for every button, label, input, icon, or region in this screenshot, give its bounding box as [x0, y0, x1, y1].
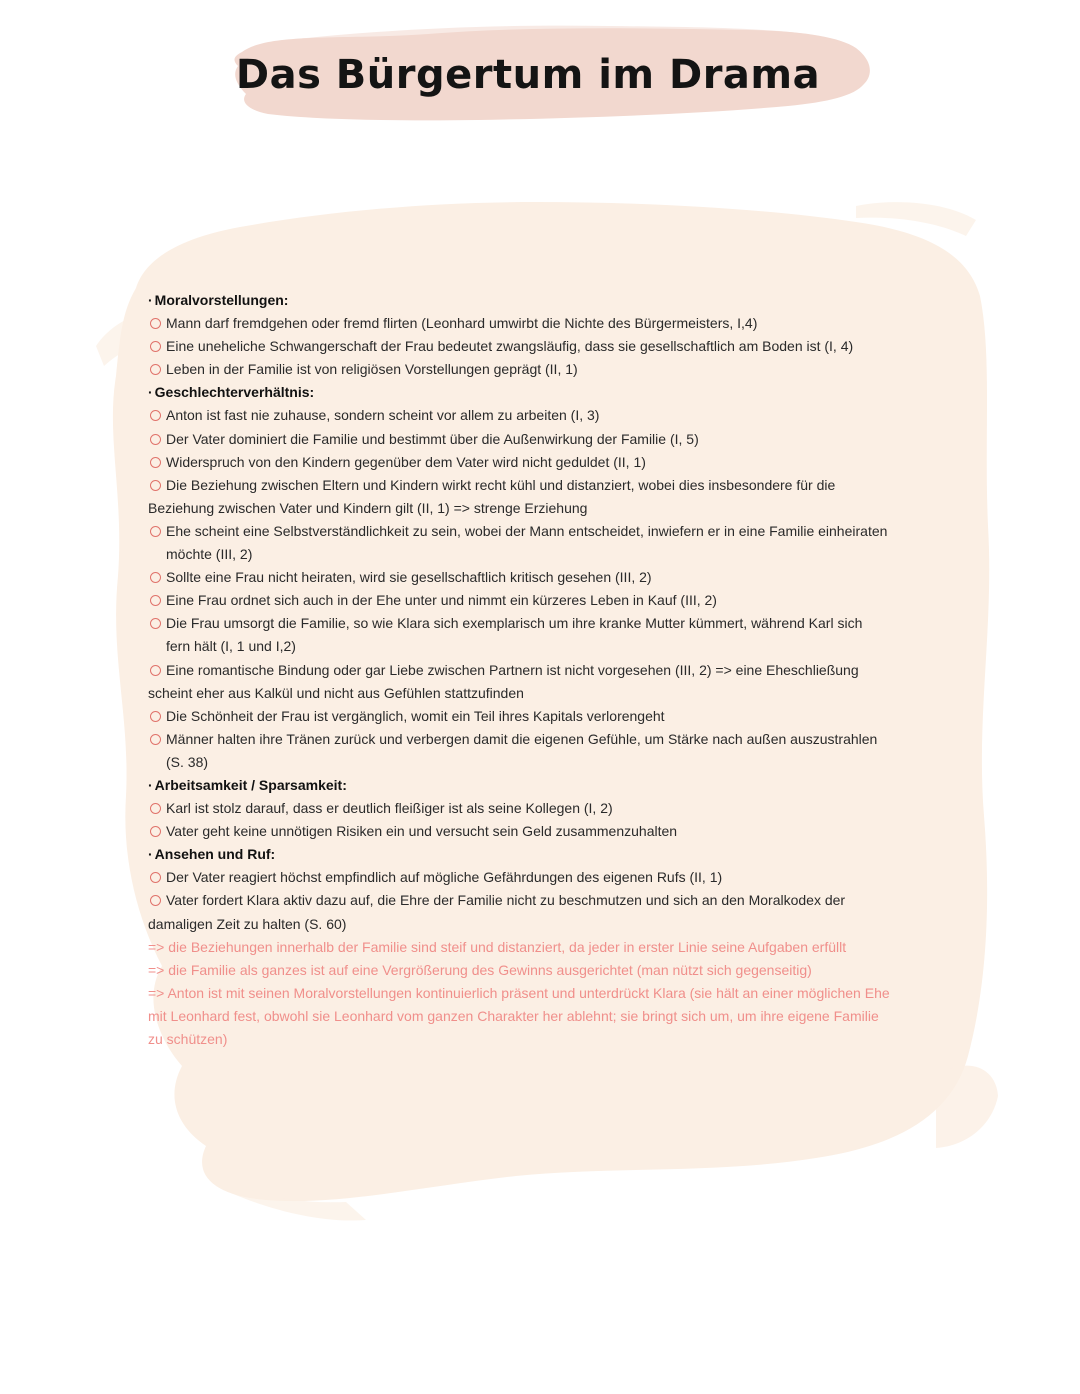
list-item: Die Beziehung zwischen Eltern und Kindern wirkt recht kühl und distanziert, wobei dies insbesondere für die Beziehung zwischen Vater und Kindern gilt (II, 1) => strenge Erziehung	[148, 476, 836, 516]
section-heading: · Moralvorstellungen:	[148, 292, 289, 308]
list-item: Die Schönheit der Frau ist vergänglich, womit ein Teil ihres Kapitals verlorengeht	[148, 705, 890, 728]
circle-bullet-icon	[150, 803, 161, 814]
circle-bullet-icon	[150, 572, 161, 583]
circle-bullet-icon	[150, 711, 161, 722]
section-heading: · Arbeitsamkeit / Sparsamkeit:	[148, 776, 347, 793]
circle-bullet-icon	[150, 665, 161, 676]
circle-bullet-icon	[150, 341, 161, 352]
list-item: Sollte eine Frau nicht heiraten, wird sie gesellschaftlich kritisch gesehen (III, 2)	[148, 566, 890, 589]
list-item: Vater fordert Klara aktiv dazu auf, die Ehre der Familie nicht zu beschmutzen und sich an den Moralkodex der damaligen Zeit zu halten (S. 60)	[148, 892, 846, 932]
list-item: Mann darf fremdgehen oder fremd flirten (Leonhard umwirbt die Nichte des Bürgermeisters, I,4)	[148, 312, 890, 335]
notes-content	[148, 289, 890, 1051]
circle-bullet-icon	[150, 872, 161, 883]
list-item: Eine Frau ordnet sich auch in der Ehe unter und nimmt ein kürzeres Leben in Kauf (III, 2)	[148, 589, 890, 612]
list-item: Leben in der Familie ist von religiösen Vorstellungen geprägt (II, 1)	[148, 358, 890, 381]
list-item: Die Frau umsorgt die Familie, so wie Klara sich exemplarisch um ihre kranke Mutter kümmert, während Karl sich fern hält (I, 1 und I,2)	[148, 612, 890, 658]
conclusion-line: => die Beziehungen innerhalb der Familie sind steif und distanziert, da jeder in erster Linie seine Aufgaben erfüllt	[148, 938, 847, 955]
list-item: Der Vater dominiert die Familie und bestimmt über die Außenwirkung der Familie (I, 5)	[148, 428, 890, 451]
circle-bullet-icon	[150, 618, 161, 629]
circle-bullet-icon	[150, 826, 161, 837]
circle-bullet-icon	[150, 526, 161, 537]
list-item: Vater geht keine unnötigen Risiken ein und versucht sein Geld zusammenzuhalten	[148, 820, 890, 843]
circle-bullet-icon	[150, 410, 161, 421]
list-item: Ehe scheint eine Selbstverständlichkeit zu sein, wobei der Mann entscheidet, inwiefern er in eine Familie einheiraten möchte (III, 2)	[148, 520, 890, 566]
conclusion-line: => die Familie als ganzes ist auf eine Vergrößerung des Gewinns ausgerichtet (man nützt sich gegenseitig)	[148, 961, 812, 978]
list-item: Männer halten ihre Tränen zurück und verbergen damit die eigenen Gefühle, um Stärke nach außen auszustrahlen (S. 38)	[148, 728, 890, 774]
list-item: Karl ist stolz darauf, dass er deutlich fleißiger ist als seine Kollegen (I, 2)	[148, 797, 890, 820]
section-heading: · Ansehen und Ruf:	[148, 846, 276, 863]
section-heading: · Geschlechterverhältnis:	[148, 384, 315, 401]
list-item: Der Vater reagiert höchst empfindlich auf mögliche Gefährdungen des eigenen Rufs (II, 1)	[148, 866, 890, 889]
circle-bullet-icon	[150, 434, 161, 445]
list-item: Eine uneheliche Schwangerschaft der Frau bedeutet zwangsläufig, dass sie gesellschaftlich am Boden ist (I, 4)	[148, 335, 890, 358]
list-item: Widerspruch von den Kindern gegenüber dem Vater wird nicht geduldet (II, 1)	[148, 451, 890, 474]
page-title: Das Bürgertum im Drama	[235, 52, 821, 98]
list-item: Eine romantische Bindung oder gar Liebe zwischen Partnern ist nicht vorgesehen (III, 2) => eine Eheschließung scheint eher aus Kalkül und nicht aus Gefühlen stattzufinden	[148, 661, 859, 701]
circle-bullet-icon	[150, 595, 161, 606]
circle-bullet-icon	[150, 895, 161, 906]
circle-bullet-icon	[150, 480, 161, 491]
circle-bullet-icon	[150, 318, 161, 329]
list-item: Anton ist fast nie zuhause, sondern scheint vor allem zu arbeiten (I, 3)	[148, 404, 890, 427]
circle-bullet-icon	[150, 457, 161, 468]
conclusion-line: => Anton ist mit seinen Moralvorstellungen kontinuierlich präsent und unterdrückt Klara (sie hält an einer möglichen Ehe mit Leonhard fest, obwohl sie Leonhard vom ganzen Charakter her ablehnt; sie bringt sich um, um ihre eigene Familie zu schützen)	[148, 984, 890, 1047]
circle-bullet-icon	[150, 364, 161, 375]
circle-bullet-icon	[150, 734, 161, 745]
